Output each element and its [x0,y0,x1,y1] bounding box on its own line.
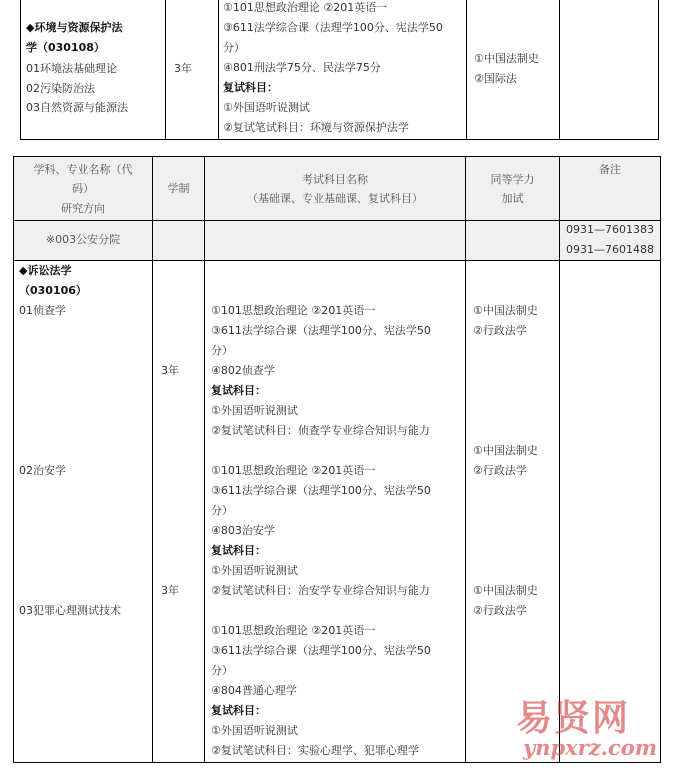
exam-line: ②复试笔试科目：治安学专业综合知识与能力 [211,584,430,597]
top-duration: 3年 [174,62,192,75]
watermark-url: ynpxrz.com [523,735,657,760]
top-subject-title: ◆环境与资源保护法 [26,21,123,34]
top-subject-code: 学（030108） [26,41,105,54]
exam-line: ①外国语听说测试 [211,724,298,737]
top-extra-exam: ②国际法 [474,72,517,85]
top-retest-heading: 复试科目： [223,81,278,94]
header-direction: 研究方向 [61,202,105,215]
exam-line: ①101思想政治理论 ②201英语一 [211,304,376,317]
exam-line: ③611法学综合课（法理学100分、宪法学50 [211,324,431,337]
institute-phone: 0931—7601488 [566,243,654,256]
retest-heading: 复试科目： [211,384,266,397]
exam-line: ①101思想政治理论 ②201英语一 [211,464,376,477]
extra-exam: ②行政法学 [473,324,527,337]
header-exam-subjects: 考试科目名称 [302,173,368,186]
top-exam-line: ②复试笔试科目：环境与资源保护法学 [223,121,409,134]
header-subject: 学科、专业名称（代 [33,163,133,176]
exam-line: ④803治安学 [211,524,275,537]
extra-exam: ②行政法学 [473,604,527,617]
header-duration: 学制 [167,182,190,195]
extra-exam: ①中国法制史 [473,584,538,597]
header-remarks: 备注 [599,163,621,176]
exam-line: ②复试笔试科目：实验心理学、犯罪心理学 [211,744,419,757]
exam-line: 分） [211,344,233,357]
exam-line: 分） [211,504,233,517]
direction-name: 02治安学 [19,464,66,477]
top-direction: 01环境法基础理论 [26,62,117,75]
litigation-subject-title: ◆诉讼法学 [19,264,72,277]
header-equivalent: 加试 [501,192,524,205]
top-exam-line: ④801刑法学75分、民法学75分 [223,61,381,74]
litigation-subject-code: （030106） [19,284,87,297]
exam-line: ③611法学综合课（法理学100分、宪法学50 [211,644,431,657]
top-exam-line: ①101思想政治理论 ②201英语一 [223,1,388,14]
institute-phone: 0931—7601383 [566,223,654,236]
direction-name: 03犯罪心理测试技术 [19,604,121,617]
exam-line: ①外国语听说测试 [211,564,298,577]
header-equivalent: 同等学力 [490,173,535,186]
header-exam-subjects-note: （基础课、专业基础课、复试科目） [247,192,423,205]
exam-line: ④804普通心理学 [211,684,297,697]
top-exam-line: ①外国语听说测试 [223,101,310,114]
exam-line: ④802侦查学 [211,364,275,377]
retest-heading: 复试科目： [211,704,266,717]
top-extra-exam: ①中国法制史 [474,52,539,65]
top-exam-line: 分） [223,41,245,54]
litigation-duration: 3年 [161,584,179,597]
top-exam-line: ③611法学综合课（法理学100分、宪法学50 [223,21,443,34]
institute-name: ※003公安分院 [45,233,121,246]
top-direction: 03自然资源与能源法 [26,101,128,114]
litigation-duration: 3年 [161,364,179,377]
extra-exam: ②行政法学 [473,464,527,477]
direction-name: 01侦查学 [19,304,66,317]
exam-line: ③611法学综合课（法理学100分、宪法学50 [211,484,431,497]
exam-line: 分） [211,664,233,677]
header-subject: 码） [72,182,94,195]
watermark-logo: 易贤网 [516,697,631,739]
top-direction: 02污染防治法 [26,82,95,95]
exam-line: ②复试笔试科目：侦查学专业综合知识与能力 [211,424,430,437]
exam-line: ①101思想政治理论 ②201英语一 [211,624,376,637]
extra-exam: ①中国法制史 [473,444,538,457]
exam-line: ①外国语听说测试 [211,404,298,417]
retest-heading: 复试科目： [211,544,266,557]
extra-exam: ①中国法制史 [473,304,538,317]
